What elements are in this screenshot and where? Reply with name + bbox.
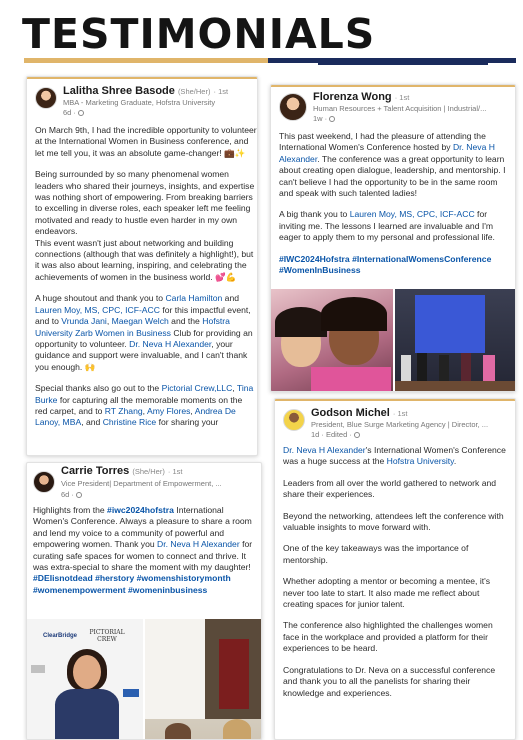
- mention-link[interactable]: Tina Burke: [35, 383, 254, 405]
- post-time: 1d · Edited ·: [311, 430, 360, 439]
- post-paragraph: A big thank you to Lauren Moy, MS, CPC, ICF-ACC for inviting me. The lessons I learned are invaluable and I'm eager to apply them to my personal and professional life.: [279, 209, 495, 243]
- author-headline: MBA - Marketing Graduate, Hofstra University: [63, 98, 216, 107]
- hashtags[interactable]: #IWC2024Hofstra #InternationalWomensConference #WomenInBusiness: [279, 253, 492, 276]
- author-name[interactable]: Florenza Wong · 1st: [313, 91, 410, 103]
- mention-link[interactable]: Andrea De Lanoy, MBA: [35, 405, 236, 428]
- post-photo-selfie[interactable]: [271, 289, 393, 392]
- post-paragraph: This past weekend, I had the pleasure of attending the International Women's Conference hosted by Dr. Neva H Alexander. The conference was a great opportunity to learn about creating open dialogue, leadership, and mentorship. I can't believe I had the opportunity to be in the same room and speak with such talented ladies!: [279, 131, 506, 199]
- card-accent: [27, 77, 258, 79]
- backdrop-logo: ClearBridge: [43, 633, 78, 639]
- post-paragraph: This event wasn't just about networking and building connections (although that was definitely a highlight!), but it was also about learning, inspiring, and celebrating the achievements of women in the business world. 💕💪: [35, 237, 254, 282]
- post-paragraph: Being surrounded by so many phenomenal women leaders who shared their journeys, insights, and expertise was nothing short of empowering. From breaking barriers to excelling in diverse roles, each speaker left me feeling motivated and ready to hustle even harder in my own endeavors.: [35, 169, 255, 237]
- avatar[interactable]: [279, 93, 307, 121]
- post-paragraph: Congratulations to Dr. Neva on a successful conference and thank you to all the panelists for sharing their knowledge and experiences.: [283, 664, 496, 698]
- post-photo-panel[interactable]: [395, 289, 516, 392]
- post-photo-stage[interactable]: [145, 619, 262, 740]
- post-paragraph: On March 9th, I had the incredible opportunity to volunteer at the International Women in Business conference, and let me tell you, it was an absolute game-changer! 💼✨: [35, 125, 257, 158]
- mention-link[interactable]: RT Zhang: [104, 405, 143, 416]
- globe-icon: [76, 492, 82, 498]
- post-time: 6d ·: [63, 108, 84, 117]
- mention-link[interactable]: Christine Rice: [102, 417, 157, 428]
- author-headline: Human Resources + Talent Acquisition | Industrial/...: [313, 104, 487, 113]
- mention-link[interactable]: Dr. Neva H Alexander: [129, 338, 212, 349]
- mention-link[interactable]: Vrunda Jani: [61, 316, 107, 327]
- backdrop-logo: PICTORIAL CREW: [89, 629, 125, 643]
- mention-link[interactable]: Dr. Neva H Alexander: [157, 539, 240, 550]
- card-accent: [271, 85, 516, 87]
- post-paragraph: Beyond the networking, attendees left the conference with valuable insights to move forward with.: [283, 510, 504, 533]
- mention-link[interactable]: Pictorial Crew,LLC: [161, 383, 233, 394]
- author-name[interactable]: Lalitha Shree Basode (She/Her) · 1st: [63, 85, 229, 97]
- post-paragraph: Whether adopting a mentor or becoming a mentee, it's never too late to start. It also made me reflect about creating spaces for junior talent.: [283, 576, 491, 610]
- hashtag-link[interactable]: #iwc2024hofstra: [107, 505, 174, 515]
- avatar[interactable]: [33, 471, 55, 493]
- post-paragraph: Highlights from the #iwc2024hofstra International Women's Conference. Always a pleasure to share a room and lend my voice to a community of powerful and empowering women. Thank you Dr. Neva H Alexander for curating safe spaces for women to connect and thrive. It was extra-special to share the moment with my daughter! #DEIisnotdead #herstory #womenshistorymonth #womenempowerment #womeninbusiness: [33, 505, 253, 595]
- globe-icon: [354, 432, 360, 438]
- post-paragraph: Leaders from all over the world gathered to network and share their experiences.: [283, 477, 497, 500]
- avatar[interactable]: [283, 409, 305, 431]
- post-paragraph: Special thanks also go out to the Pictorial Crew,LLC, Tina Burke for capturing all the memorable moments on the red carpet, and to RT Zhang, Amy Flores, Andrea De Lanoy, MBA, and Christine Rice for sharing your: [35, 383, 254, 428]
- post-body: [33, 505, 259, 606]
- mention-link[interactable]: Carla Hamilton: [165, 293, 223, 304]
- mention-link[interactable]: Hofstra University: [386, 456, 454, 467]
- post-photo-red-carpet[interactable]: [27, 619, 143, 740]
- post-body: [279, 131, 511, 286]
- mention-link[interactable]: Hofstra University Zarb Women in Business: [35, 316, 230, 338]
- author-headline: President, Blue Surge Marketing Agency | Director, ...: [311, 420, 489, 429]
- post-paragraph: A huge shoutout and thank you to Carla Hamilton and Lauren Moy, MS, CPC, ICF-ACC for this impactful event, and to Vrunda Jani, Maegan Welch and the Hofstra University Zarb Women in Business Club for providing an opportunity to volunteer. Dr. Neva H Alexander, your guidance and support were invaluable, and I can't thank you enough. 🙌: [35, 293, 253, 372]
- post-paragraph: One of the key takeaways was the importance of mentorship.: [283, 543, 469, 565]
- post-body: [283, 445, 509, 709]
- post-card-lalitha: [26, 76, 258, 456]
- post-card-carrie: [26, 462, 262, 740]
- post-time: 6d ·: [61, 490, 82, 499]
- post-body: [35, 125, 257, 439]
- mention-link[interactable]: Amy Flores: [146, 405, 191, 416]
- mention-link[interactable]: Maegan Welch: [111, 316, 169, 327]
- hashtag-link[interactable]: #DEIisnotdead #herstory #womenshistorymonth #womenempowerment #womeninbusiness: [33, 573, 231, 595]
- post-card-florenza: [270, 84, 516, 392]
- post-paragraph: The conference also highlighted the challenges women face in the workplace and provided a platform for their experiences to be heard.: [283, 620, 493, 654]
- post-paragraph: Dr. Neva H Alexander's International Women's Conference was a huge success at the Hofstra University.: [283, 445, 506, 467]
- mention-link[interactable]: Lauren Moy, MS, CPC, ICF-ACC: [35, 304, 160, 315]
- title-underline-thin: [318, 63, 488, 65]
- title-underline-gold: [24, 58, 274, 63]
- avatar[interactable]: [35, 87, 57, 109]
- globe-icon: [329, 116, 335, 122]
- card-accent: [275, 399, 516, 401]
- mention-link[interactable]: Dr. Neva H Alexander: [283, 445, 366, 455]
- globe-icon: [78, 110, 84, 116]
- post-time: 1w ·: [313, 114, 335, 123]
- author-name[interactable]: Carrie Torres (She/Her) · 1st: [61, 465, 183, 477]
- page-title: TESTIMONIALS: [22, 10, 376, 58]
- author-name[interactable]: Godson Michel · 1st: [311, 407, 408, 419]
- post-card-godson: [274, 398, 516, 740]
- author-headline: Vice President| Department of Empowerment, ...: [61, 479, 222, 488]
- mention-link[interactable]: Dr. Neva H Alexander: [279, 142, 495, 164]
- mention-link[interactable]: Lauren Moy, MS, CPC, ICF-ACC: [349, 209, 475, 220]
